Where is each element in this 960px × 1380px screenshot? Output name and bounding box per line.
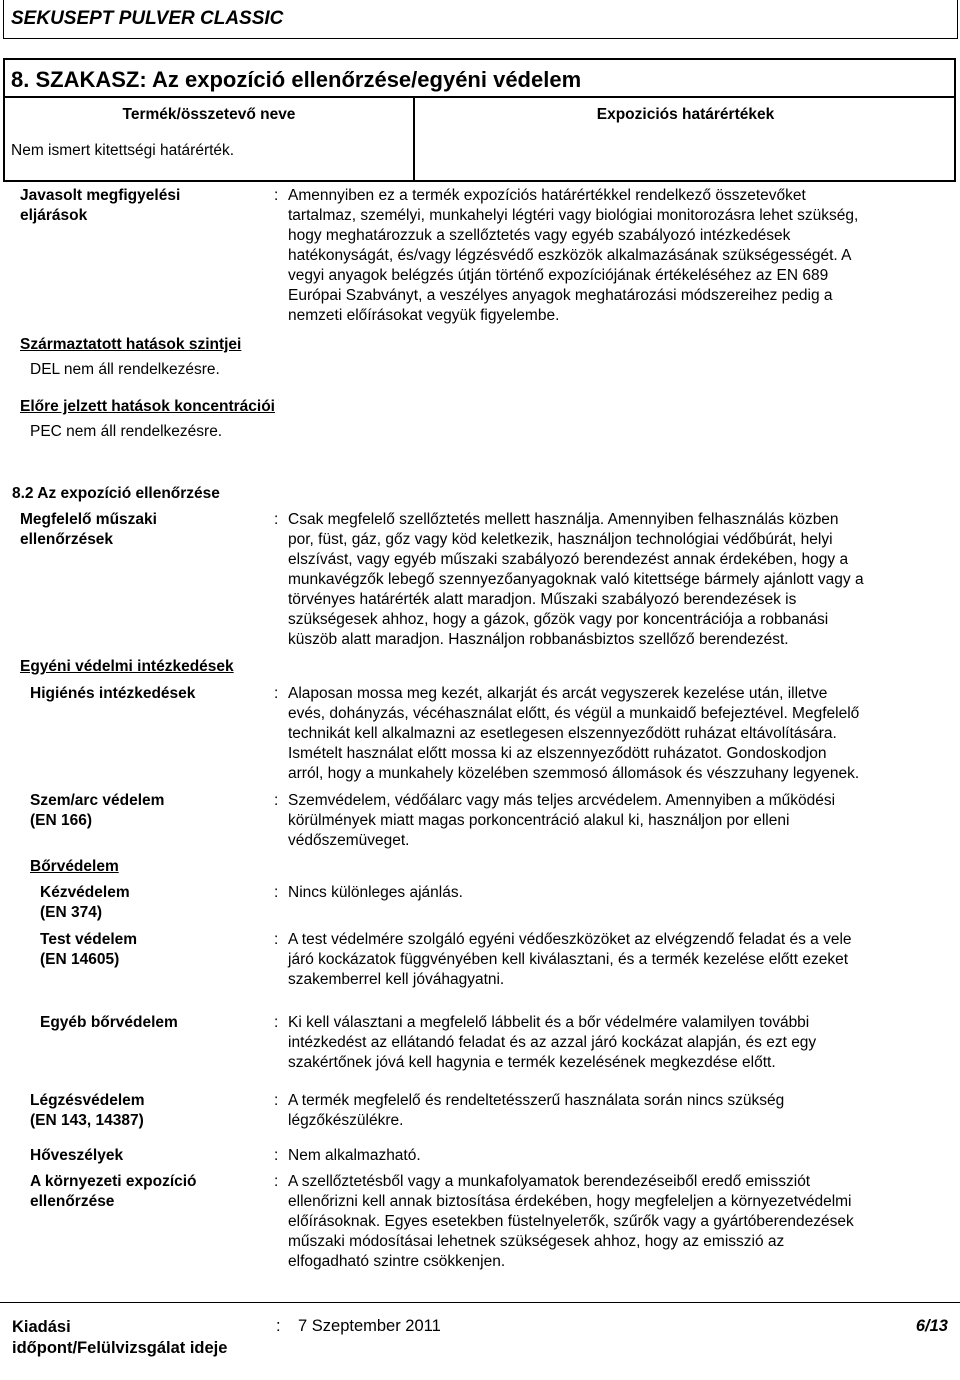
body-protection-label: Test védelem (EN 14605): [40, 931, 138, 968]
engineering-controls-label: Megfelelő műszaki ellenőrzések: [20, 511, 157, 548]
respiratory-protection-text: A termék megfelelő és rendeltetésszerű használata során nincs szükség légzőkészülékre.: [288, 1092, 785, 1129]
eye-protection-text: Szemvédelem, védőálarc vagy más teljes arcvédelem. Amennyiben a működési körülmények miatt magas porkoncentráció alakul ki, használjon por elleni védőszemüveget.: [288, 792, 836, 849]
thermal-hazards-label: Hőveszélyek: [30, 1147, 124, 1164]
other-skin-protection-text: Ki kell választani a megfelelő lábbelit és a bőr védelmére valamilyen további intézkedést az ellátandó feladat és az azzal járó kockázat alapján, és ezt egy szakértőnek jóvá kell hagynia e termék kezelésének megkezdése előtt.: [288, 1014, 817, 1071]
subsection-title: 8.2 Az expozíció ellenőrzése: [12, 485, 220, 502]
colon: :: [274, 685, 279, 702]
environmental-controls-label: A környezeti expozíció ellenőrzése: [30, 1173, 197, 1210]
dnel-label: Származtatott hatások szintjei: [20, 336, 242, 353]
hand-protection-label: Kézvédelem (EN 374): [40, 884, 130, 921]
footer-divider: [0, 1302, 960, 1303]
body-protection-text: A test védelmére szolgáló egyéni védőeszközöket az elvégzendő feladat és a vele járó kockázatok függvényében kell kiválasztani, és a termék kezelése előtt ezeket szakemberrel kell jóváhagyatni.: [288, 931, 852, 988]
colon: :: [274, 1147, 279, 1164]
hygiene-text: Alaposan mossa meg kezét, alkarját és arcát vegyszerek kezelése után, illetve evés, dohányzás, vécéhasználat előtt, és végül a munkaidő befejeztével. Megfelelő technikát kell alkalmazni az esetlegesen elszennyeződött ruházat eltávolítására. Ismételt használat előtt mossa ki az elszennyeződött ruházatot. Gondoskodjon arról, hogy a munkahely közelében szemmosó állomások és vészzuhany legyenek.: [288, 685, 860, 782]
colon: :: [274, 1092, 279, 1109]
colon: :: [274, 187, 279, 204]
page-number: 6/13: [915, 1317, 948, 1335]
table-row: Nem ismert kitettségi határérték.: [11, 142, 235, 159]
product-title: SEKUSEPT PULVER CLASSIC: [11, 8, 284, 29]
personal-protection-label: Egyéni védelmi intézkedések: [20, 658, 234, 675]
eye-protection-label: Szem/arc védelem (EN 166): [30, 792, 165, 829]
thermal-hazards-text: Nem alkalmazható.: [288, 1147, 421, 1164]
colon: :: [274, 511, 279, 528]
column-header-product: Termék/összetevő neve: [122, 106, 296, 123]
environmental-controls-text: A szellőztetésből vagy a munkafolyamatok berendezéseiből eredő emissziót ellenőrizni kell annak biztosítása érdekében, hogy megfeleljen a környezetvédelmi előírásoknak. Egyes esetekben füstelnyelетők, szűrők vagy a gyártóberendezések műszaki módosításai lehetnek szükségesek ahhoz, hogy az emisszió az elfogadható szintre csökkenjen.: [288, 1173, 854, 1270]
pnec-label: Előre jelzett hatások koncentrációi: [20, 398, 275, 415]
colon: :: [276, 1317, 281, 1335]
hand-protection-text: Nincs különleges ajánlás.: [288, 884, 463, 901]
column-header-limits: Expoziciós határértékek: [596, 106, 775, 123]
issue-date-label: Kiadási időpont/Felülvizsgálat ideje: [12, 1318, 228, 1357]
colon: :: [274, 792, 279, 809]
section-title: 8. SZAKASZ: Az expozíció ellenőrzése/egyéni védelem: [11, 67, 582, 92]
exposure-limits-table: [3, 98, 956, 182]
pnec-text: PEC nem áll rendelkezésre.: [30, 423, 223, 440]
issue-date: 7 Szeptember 2011: [298, 1317, 441, 1335]
skin-protection-label: Bőrvédelem: [30, 858, 119, 875]
colon: :: [274, 931, 279, 948]
colon: :: [274, 1173, 279, 1190]
section-header: [3, 58, 956, 98]
document-header: [3, 0, 958, 39]
other-skin-protection-label: Egyéb bőrvédelem: [40, 1014, 178, 1031]
colon: :: [274, 1014, 279, 1031]
engineering-controls-text: Csak megfelelő szellőztetés mellett használja. Amennyiben felhasználás közben por, füst, gáz, gőz vagy köd keletkezik, használjon technológiai védőbúrát, helyi elszívást, vagy egyéb műszaki szabályozó berendezést annak érdekében, hogy a munkavégzők lebegő szennyezőanyagoknak való kitettsége bármely ajánlott vagy a törvényes határérték alatt maradjon. Műszaki szabályozó berendezések is szükségesek ahhoz, hogy a gázok, gőzök vagy por koncentrációja a robbanási küszöb alatt maradjon. Használjon robbanásbiztos szellőző berendezést.: [288, 511, 864, 648]
colon: :: [274, 884, 279, 901]
monitoring-label: Javasolt megfigyelési eljárások: [20, 187, 181, 224]
respiratory-protection-label: Légzésvédelem (EN 143, 14387): [30, 1092, 145, 1129]
monitoring-text: Amennyiben ez a termék expozíciós határértékkel rendelkező összetevőket tartalmaz, személyi, munkahelyi légtéri vagy biológiai monitorozásra lehet szükség, hogy meghatározzuk a szellőztetés vagy egyéb szabályozó intézkedések hatékonyságát, és/vagy légzésvédő eszközök alkalmazásának szükségességét. A vegyi anyagok belégzés útján történő expozíciójának értékeléséhez az EN 689 Európai Szabványt, a veszélyes anyagok meghatározási módszereihez pedig a nemzeti előírásokat vegyük figyelembe.: [288, 187, 859, 324]
table-divider: [413, 98, 415, 180]
dnel-text: DEL nem áll rendelkezésre.: [30, 361, 220, 378]
hygiene-label: Higiénés intézkedések: [30, 685, 196, 702]
